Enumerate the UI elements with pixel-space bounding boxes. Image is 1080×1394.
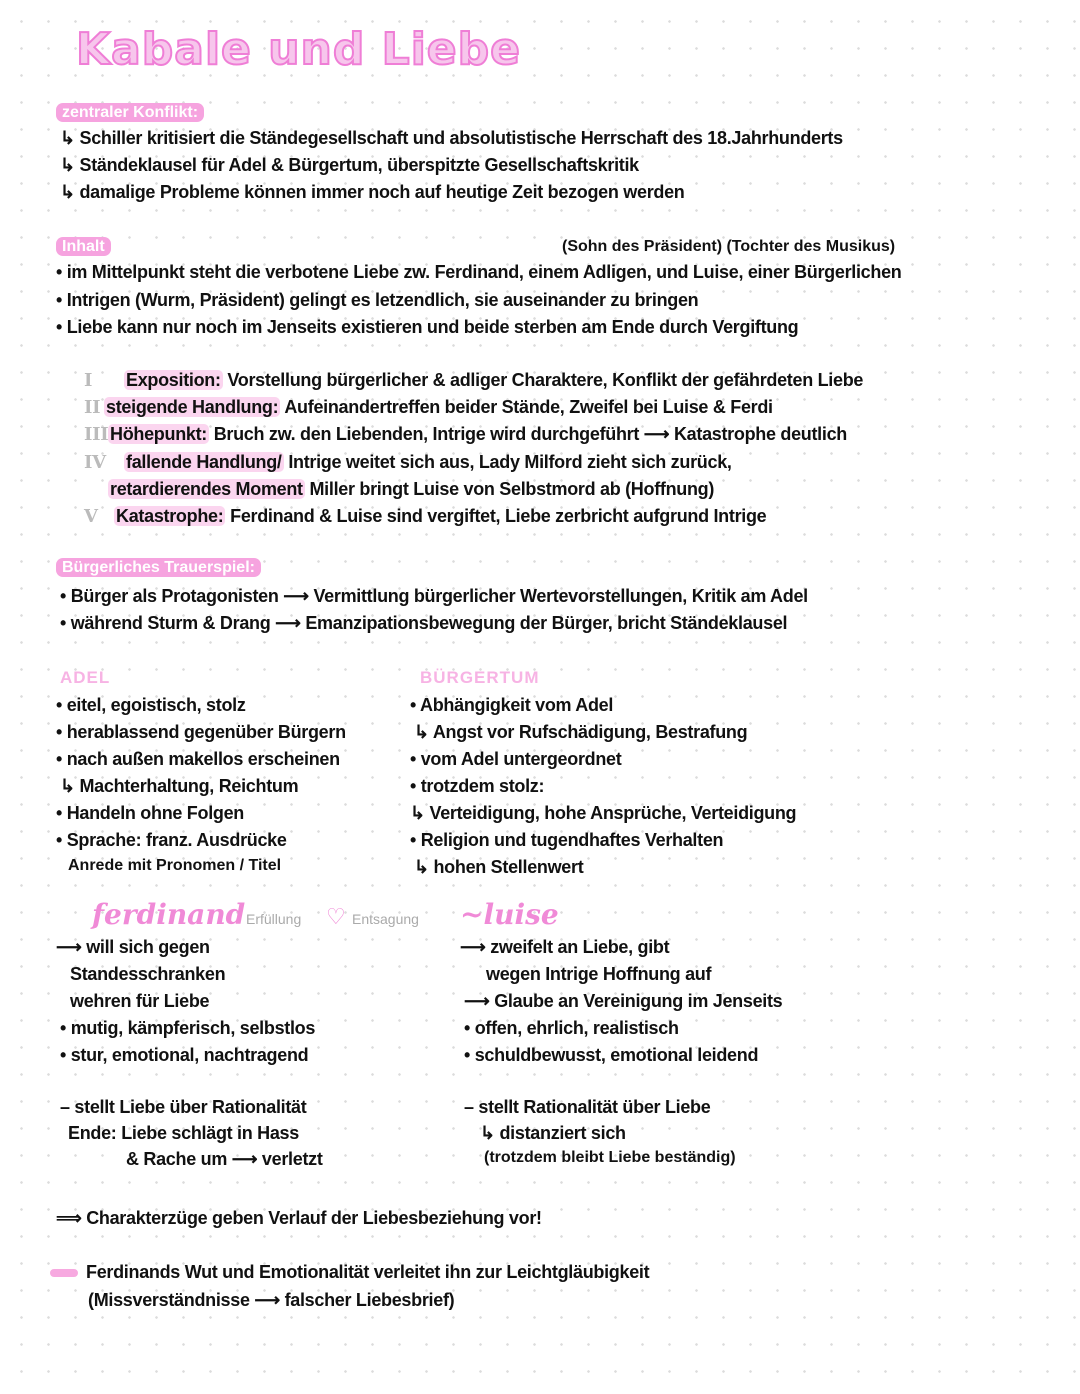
page-title: Kabale und Liebe bbox=[76, 24, 521, 75]
luise-name-text: luise bbox=[483, 898, 559, 931]
adel-line: • Sprache: franz. Ausdrücke bbox=[56, 830, 287, 850]
akt-text: Bruch zw. den Liebenden, Intrige wird durchgeführt ⟶ Katastrophe deutlich bbox=[213, 424, 847, 444]
akt-number: III bbox=[84, 424, 109, 445]
akt-label: steigende Handlung: bbox=[106, 397, 279, 417]
luise-line: ⟶ Glaube an Vereinigung im Jenseits bbox=[464, 991, 783, 1011]
erfuellung-label: Erfüllung bbox=[246, 911, 302, 927]
inhalt-annotation: (Sohn des Präsident) (Tochter des Musikus) bbox=[562, 238, 896, 255]
luise-line: ⟶ zweifelt an Liebe, gibt bbox=[460, 937, 670, 957]
inhalt-line: • Liebe kann nur noch im Jenseits existieren und beide sterben am Ende durch Vergiftung bbox=[56, 317, 799, 337]
ferdinand-name: ferdinand bbox=[92, 898, 246, 931]
akt-text: Vorstellung bürgerlicher & adliger Charaktere, Konflikt der gefährdeten Liebe bbox=[227, 370, 864, 390]
luise-line: • schuldbewusst, emotional leidend bbox=[464, 1045, 759, 1065]
buergertum-line: • trotzdem stolz: bbox=[410, 776, 545, 796]
inhalt-line: • Intrigen (Wurm, Präsident) gelingt es letzendlich, sie auseinander zu bringen bbox=[56, 290, 699, 310]
akt-text: Aufeinandertreffen beider Stände, Zweifel bei Luise & Ferdi bbox=[284, 397, 773, 417]
luise-rational-line: – stellt Rationalität über Liebe bbox=[464, 1097, 711, 1117]
akt-item bbox=[84, 506, 766, 527]
akt-item bbox=[84, 397, 773, 418]
trauerspiel-section bbox=[56, 559, 261, 577]
konflikt-heading: zentraler Konflikt: bbox=[56, 103, 204, 122]
trauerspiel-heading: Bürgerliches Trauerspiel: bbox=[56, 558, 261, 577]
ferdinand-rational-line: & Rache um ⟶ verletzt bbox=[126, 1149, 323, 1169]
akt-text: Ferdinand & Luise sind vergiftet, Liebe zerbricht aufgrund Intrige bbox=[230, 506, 767, 526]
akt-label: Höhepunkt: bbox=[110, 424, 207, 444]
akt-item bbox=[108, 479, 714, 500]
akt-label: Exposition: bbox=[126, 370, 221, 390]
adel-line: • Handeln ohne Folgen bbox=[56, 803, 245, 823]
ferdinand-line: • stur, emotional, nachtragend bbox=[60, 1045, 309, 1065]
akt-number: II bbox=[84, 397, 101, 418]
akt-label: fallende Handlung/ bbox=[126, 452, 282, 472]
trauerspiel-line: • während Sturm & Drang ⟶ Emanzipationsbewegung der Bürger, bricht Ständeklausel bbox=[60, 613, 788, 633]
heart-icon: ♡ bbox=[326, 904, 346, 929]
akt-text: Intrige weitet sich aus, Lady Milford zieht sich zurück, bbox=[288, 452, 732, 472]
buergertum-line: • Religion und tugendhaftes Verhalten bbox=[410, 830, 724, 850]
trauerspiel-line: • Bürger als Protagonisten ⟶ Vermittlung bürgerlicher Wertevorstellungen, Kritik am Adel bbox=[60, 586, 808, 606]
ferdinand-rational-line: – stellt Liebe über Rationalität bbox=[60, 1097, 307, 1117]
akt-number: I bbox=[84, 370, 93, 391]
fazit-line: ⟹ Charakterzüge geben Verlauf der Liebesbeziehung vor! bbox=[56, 1208, 542, 1228]
inhalt-section bbox=[56, 238, 111, 256]
luise-rational-line: (trotzdem bleibt Liebe beständig) bbox=[484, 1149, 736, 1166]
inhalt-heading: Inhalt bbox=[56, 237, 111, 256]
ferdinand-line: wehren für Liebe bbox=[70, 991, 210, 1011]
akt-label: Katastrophe: bbox=[116, 506, 224, 526]
schluss-line bbox=[50, 1262, 649, 1283]
akt-item bbox=[84, 370, 863, 391]
ferdinand-line: Standesschranken bbox=[70, 964, 226, 984]
luise-line: • offen, ehrlich, realistisch bbox=[464, 1018, 679, 1038]
konflikt-line: ↳ Ständeklausel für Adel & Bürgertum, überspitzte Gesellschaftskritik bbox=[60, 155, 639, 175]
adel-line: • eitel, egoistisch, stolz bbox=[56, 695, 246, 715]
inhalt-line: • im Mittelpunkt steht die verbotene Liebe zw. Ferdinand, einem Adligen, und Luise, einer Bürgerlichen bbox=[56, 262, 902, 282]
schluss-text: Ferdinands Wut und Emotionalität verleitet ihn zur Leichtgläubigkeit bbox=[86, 1262, 650, 1282]
luise-rational-line: ↳ distanziert sich bbox=[480, 1123, 626, 1143]
adel-line: ↳ Machterhaltung, Reichtum bbox=[60, 776, 299, 796]
akt-item bbox=[84, 452, 732, 473]
akt-item bbox=[84, 424, 847, 445]
adel-line: • herablassend gegenüber Bürgern bbox=[56, 722, 346, 742]
adel-line: Anrede mit Pronomen / Titel bbox=[68, 857, 282, 874]
ferdinand-rational-line: Ende: Liebe schlägt in Hass bbox=[68, 1123, 299, 1143]
akt-text: Miller bringt Luise von Selbstmord ab (Hoffnung) bbox=[309, 479, 715, 499]
buergertum-line: ↳ Angst vor Rufschädigung, Bestrafung bbox=[414, 722, 748, 742]
ferdinand-line: ⟶ will sich gegen bbox=[56, 937, 210, 957]
akt-label: retardierendes Moment bbox=[110, 479, 303, 499]
buergertum-line: ↳ hohen Stellenwert bbox=[414, 857, 584, 877]
konflikt-line: ↳ damalige Probleme können immer noch auf heutige Zeit bezogen werden bbox=[60, 182, 685, 202]
buergertum-line: • Abhängigkeit vom Adel bbox=[410, 695, 614, 715]
akt-number: V bbox=[84, 506, 98, 527]
konflikt-line: ↳ Schiller kritisiert die Ständegesellschaft und absolutistische Herrschaft des 18.Jahrhunderts bbox=[60, 128, 843, 148]
buergertum-line: • vom Adel untergeordnet bbox=[410, 749, 622, 769]
luise-line: wegen Intrige Hoffnung auf bbox=[486, 964, 712, 984]
buergertum-heading: BÜRGERTUM bbox=[420, 668, 540, 687]
akt-number: IV bbox=[84, 452, 106, 473]
luise-name: ~luise bbox=[460, 898, 559, 931]
buergertum-line: ↳ Verteidigung, hohe Ansprüche, Verteidigung bbox=[410, 803, 797, 823]
adel-line: • nach außen makellos erscheinen bbox=[56, 749, 340, 769]
ferdinand-line: • mutig, kämpferisch, selbstlos bbox=[60, 1018, 316, 1038]
adel-heading: ADEL bbox=[60, 668, 111, 687]
pink-arrow-icon bbox=[50, 1269, 78, 1277]
entsagung-label: Entsagung bbox=[352, 911, 419, 927]
schluss-line: (Missverständnisse ⟶ falscher Liebesbrief) bbox=[88, 1290, 455, 1310]
konflikt-section bbox=[56, 104, 204, 122]
